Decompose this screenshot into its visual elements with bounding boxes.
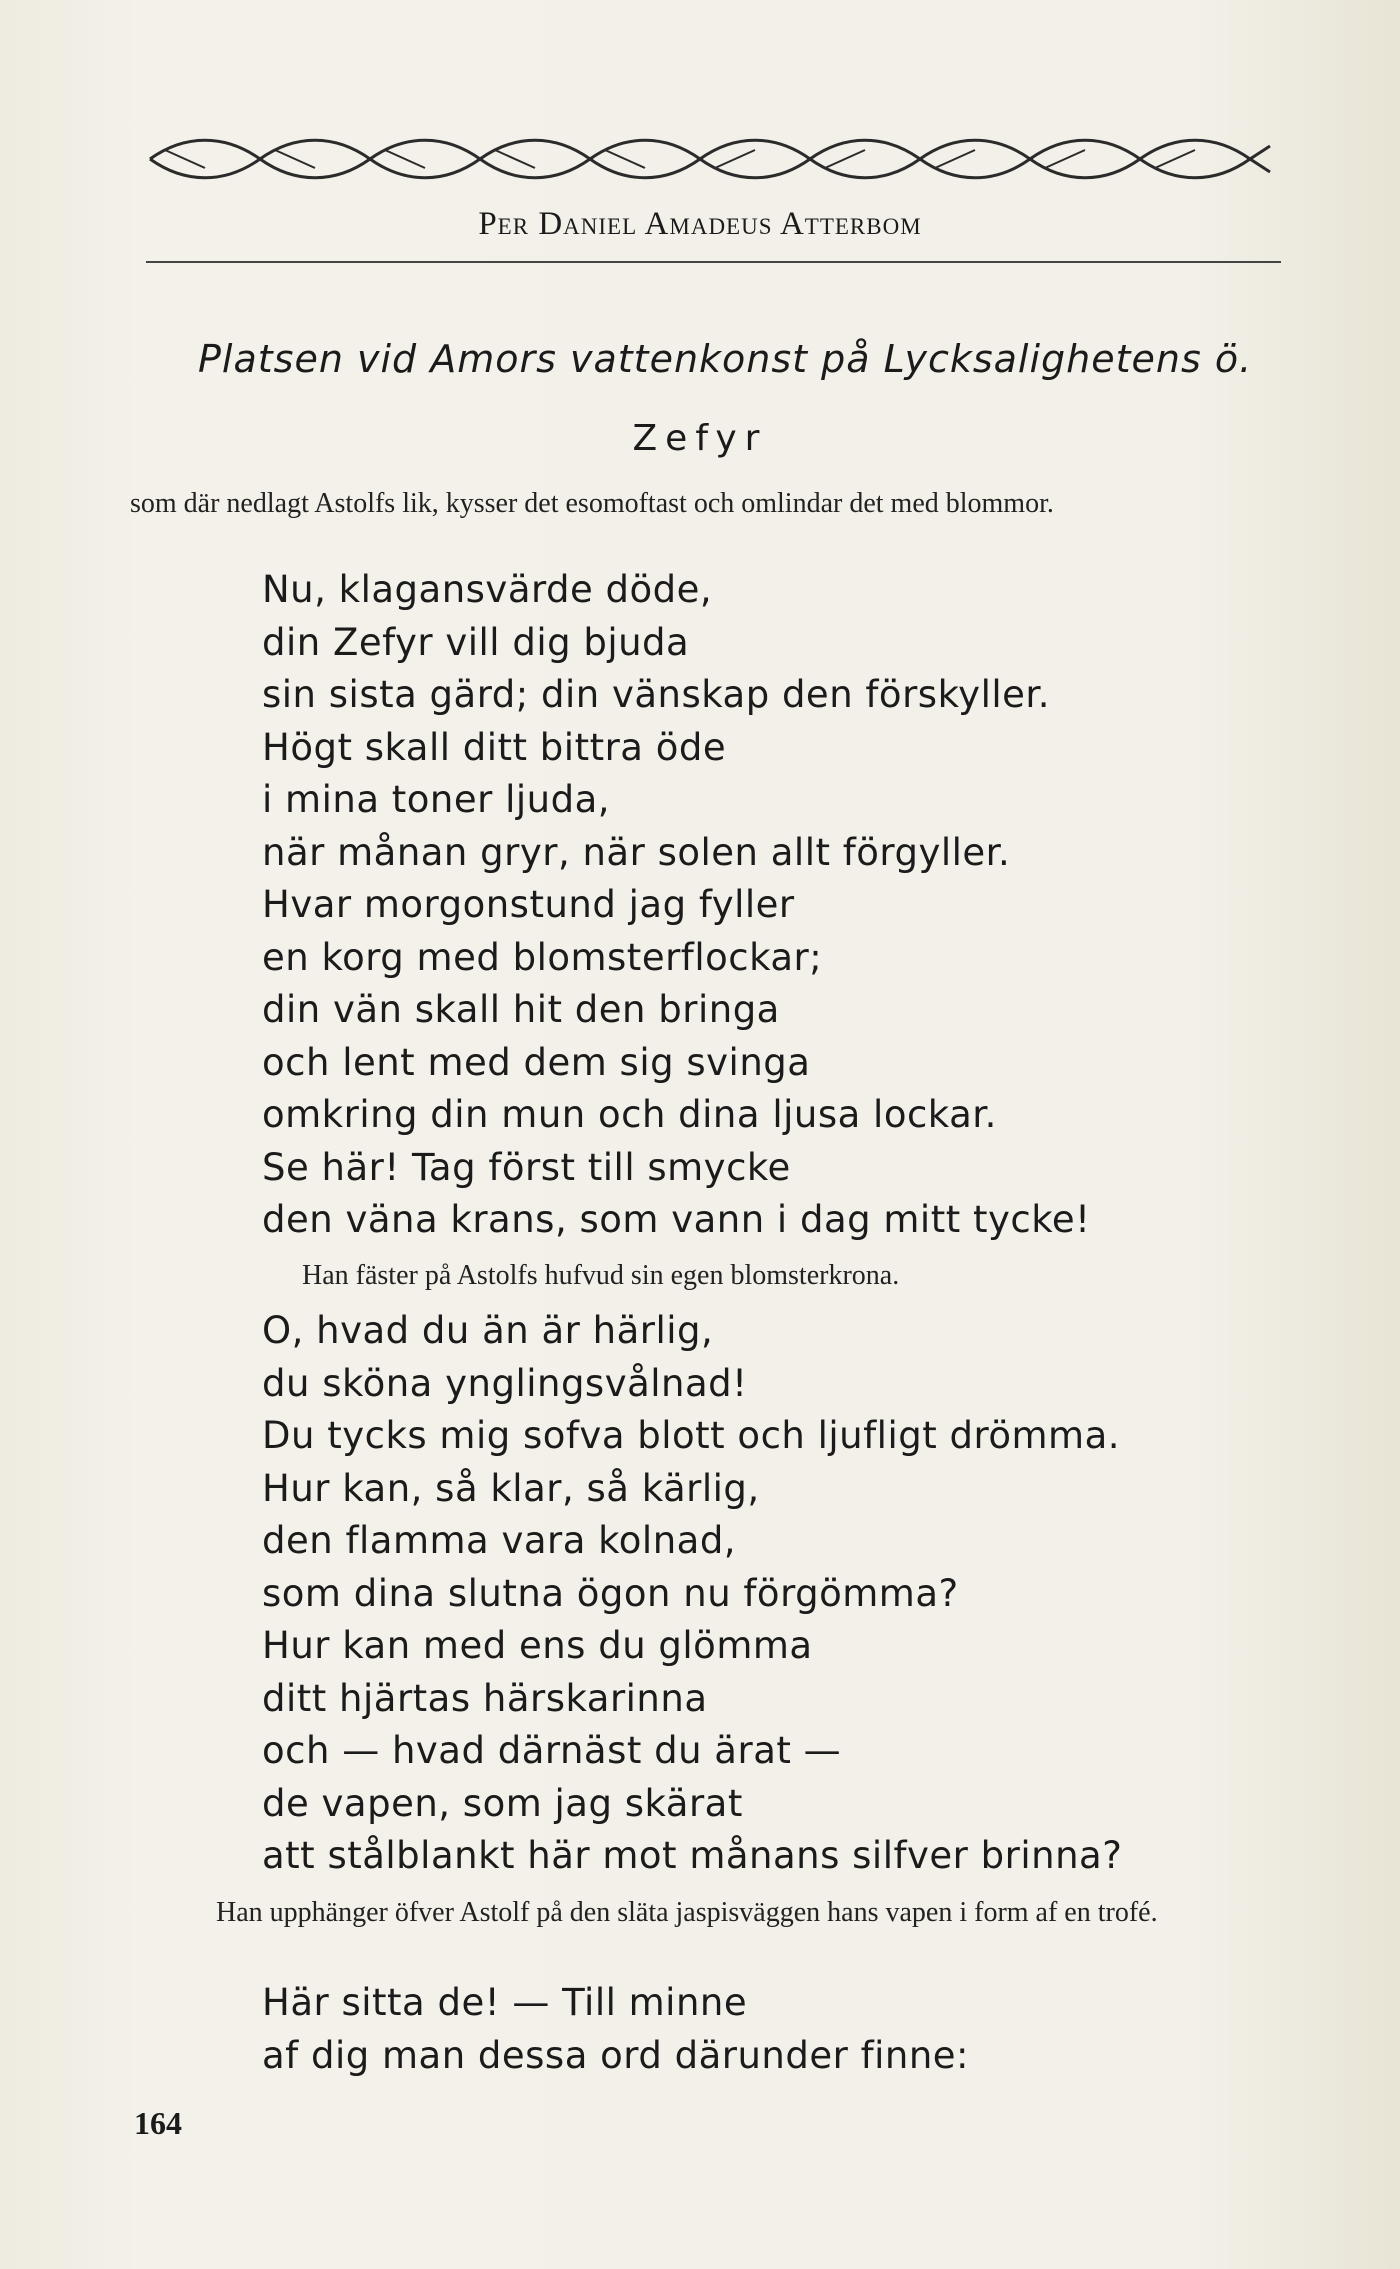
stage-direction (130, 486, 1285, 521)
verse-line: af dig man dessa ord därunder finne: (262, 2033, 970, 2077)
running-head: Per Daniel Amadeus Atterbom (478, 206, 922, 242)
stage-direction-text: Han fäster på Astolfs hufvud sin egen blomsterkrona. (302, 1260, 900, 1291)
verse-stanza (262, 1305, 1122, 1883)
verse-line: Hur kan med ens du glömma (262, 1624, 813, 1667)
verse-line: som dina slutna ögon nu förgömma? (262, 1571, 959, 1615)
verse-line: du sköna ynglingsvålnad! (262, 1361, 748, 1405)
verse-line: att stålblankt här mot månans silfver brinna? (262, 1834, 1123, 1877)
verse-line: Hvar morgonstund jag fyller (262, 883, 795, 926)
stage-direction-text: som där nedlagt Astolfs lik, kysser det esomoftast och omlindar det med blommor. (130, 488, 1054, 519)
verse-line: sin sista gärd; din vänskap den förskyller. (262, 673, 1050, 716)
verse-line: ditt hjärtas härskarinna (262, 1676, 708, 1720)
header-rule (146, 261, 1281, 263)
verse-line: Här sitta de! — Till minne (262, 1981, 748, 2024)
verse-line: Hur kan, så klar, så kärlig, (262, 1466, 760, 1510)
verse-stanza (262, 564, 1090, 1247)
page-number: 164 (134, 2105, 182, 2141)
verse-line: din vän skall hit den bringa (262, 988, 780, 1031)
verse-line: Se här! Tag först till smycke (262, 1145, 791, 1189)
verse-line: en korg med blomsterflockar; (262, 935, 823, 979)
verse-line: O, hvad du än är härlig, (262, 1309, 714, 1352)
stage-direction (130, 1895, 1285, 1930)
verse-line: den flamma vara kolnad, (262, 1519, 737, 1562)
speaker-name: Zefyr (632, 418, 768, 459)
verse-line: när månan gryr, när solen allt förgyller. (262, 830, 1011, 874)
verse-line: i mina toner ljuda, (262, 778, 611, 821)
verse-line: Högt skall ditt bittra öde (262, 725, 727, 769)
verse-line: omkring din mun och dina ljusa lockar. (262, 1093, 997, 1136)
verse-line: Nu, klagansvärde döde, (262, 568, 713, 611)
verse-stanza (262, 1977, 969, 2082)
verse-line: de vapen, som jag skärat (262, 1781, 743, 1825)
stage-direction-text: Han upphänger öfver Astolf på den släta jaspisväggen hans vapen i form af en trofé. (216, 1897, 1158, 1928)
verse-line: Du tycks mig sofva blott och ljufligt drömma. (262, 1414, 1121, 1457)
verse-line: och — hvad därnäst du ärat — (262, 1729, 842, 1772)
verse-line: den väna krans, som vann i dag mitt tycke! (262, 1198, 1091, 1241)
scene-heading: Platsen vid Amors vattenkonst på Lycksalighetens ö. (198, 337, 1253, 381)
stage-direction (302, 1258, 1302, 1293)
verse-line: och lent med dem sig svinga (262, 1040, 811, 1084)
verse-line: din Zefyr vill dig bjuda (262, 620, 690, 664)
decorative-border-ornament (145, 132, 1275, 186)
